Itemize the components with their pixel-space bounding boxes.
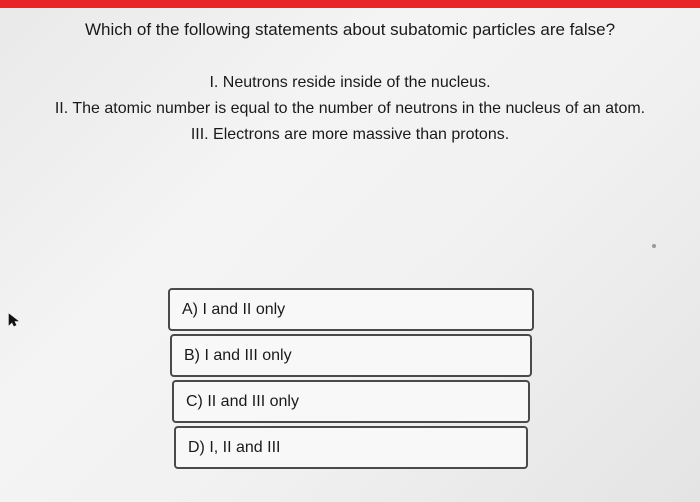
question-text: Which of the following statements about subatomic particles are false? [84,20,616,39]
statement-2: II. The atomic number is equal to the number of neutrons in the nucleus of an atom. [54,100,646,117]
statements-list [40,70,660,148]
choice-b-button[interactable]: B) I and III only [170,334,532,377]
screen-speck [652,244,656,248]
answer-choices [168,288,534,472]
choice-a-button[interactable]: A) I and II only [168,288,534,331]
mouse-pointer-icon [8,313,20,327]
statement-3: III. Electrons are more massive than protons. [190,126,510,143]
top-accent-bar [0,0,700,8]
choice-d-button[interactable]: D) I, II and III [174,426,528,469]
statement-1: I. Neutrons reside inside of the nucleus. [209,74,491,91]
choice-c-button[interactable]: C) II and III only [172,380,530,423]
